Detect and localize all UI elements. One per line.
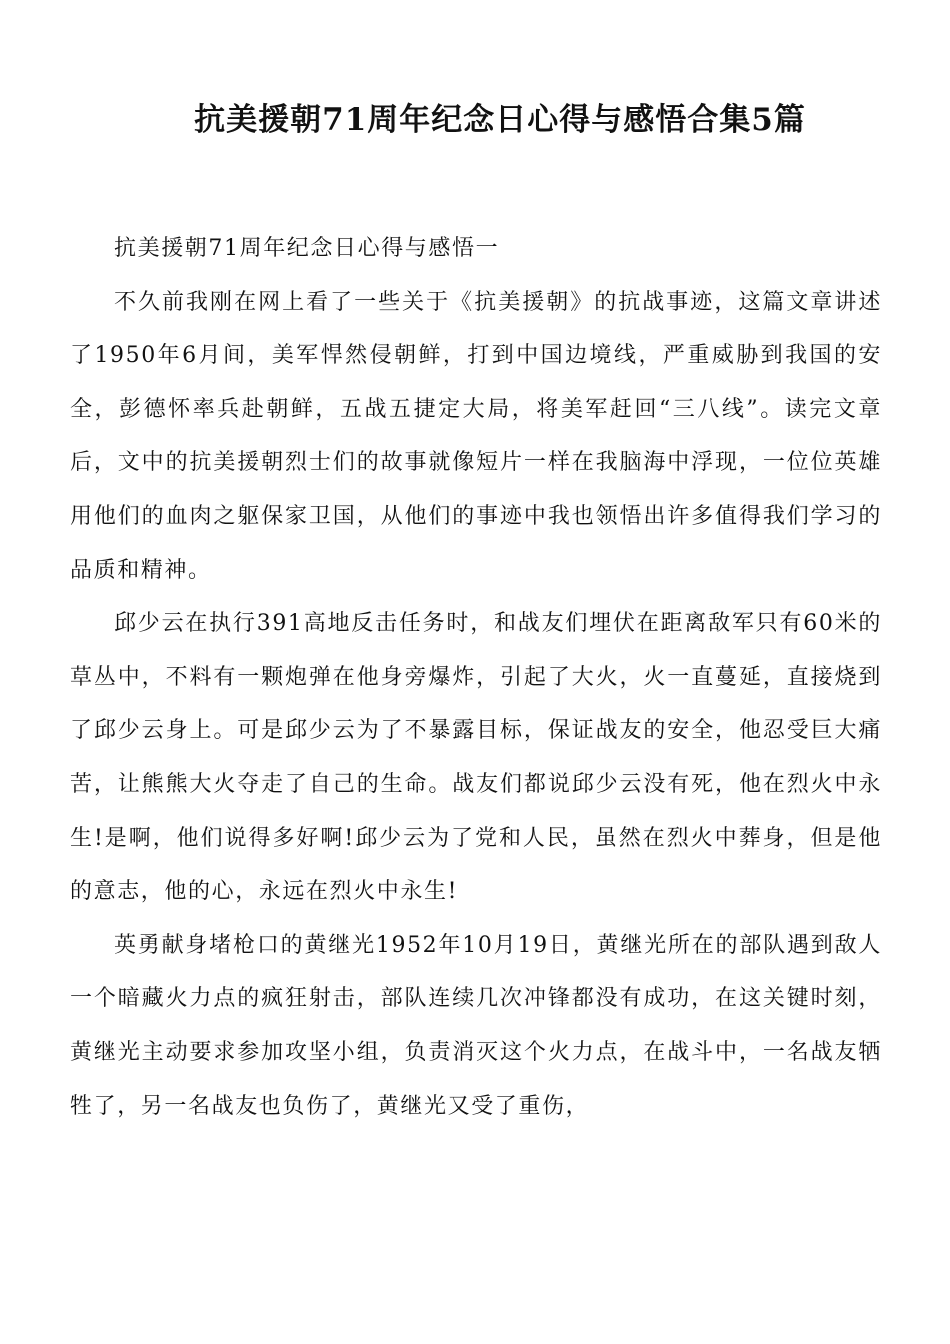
paragraph-2: 邱少云在执行391高地反击任务时，和战友们埋伏在距离敌军只有60米的草丛中，不料有一颗炮弹在他身旁爆炸，引起了大火，火一直蔓延，直接烧到了邱少云身上。可是邱少云为了不暴露目标，保证战友的安全，他忍受巨大痛苦，让熊熊大火夺走了自己的生命。战友们都说邱少云没有死，他在烈火中永生!是啊，他们说得多好啊!邱少云为了党和人民，虽然在烈火中葬身，但是他的意志，他的心，永远在烈火中永生! xyxy=(70,611,882,905)
paragraph-3: 英勇献身堵枪口的黄继光1952年10月19日，黄继光所在的部队遇到敌人一个暗藏火力点的疯狂射击，部队连续几次冲锋都没有成功，在这关键时刻，黄继光主动要求参加攻坚小组，负责消灭这个火力点，在战斗中，一名战友牺牲了，另一名战友也负伤了，黄继光又受了重伤， xyxy=(70,932,882,1119)
document-title: 抗美援朝71周年纪念日心得与感悟合集5篇 xyxy=(194,102,806,138)
paragraph-1: 不久前我刚在网上看了一些关于《抗美援朝》的抗战事迹，这篇文章讲述了1950年6月间，美军悍然侵朝鲜，打到中国边境线，严重威胁到我国的安全，彭德怀率兵赴朝鲜，五战五捷定大局，将美军赶回“三八线”。读完文章后，文中的抗美援朝烈士们的故事就像短片一样在我脑海中浮现，一位位英雄用他们的血肉之躯保家卫国，从他们的事迹中我也领悟出许多值得我们学习的品质和精神。 xyxy=(70,289,882,583)
document-body xyxy=(70,222,882,1133)
section-heading: 抗美援朝71周年纪念日心得与感悟一 xyxy=(114,236,500,261)
